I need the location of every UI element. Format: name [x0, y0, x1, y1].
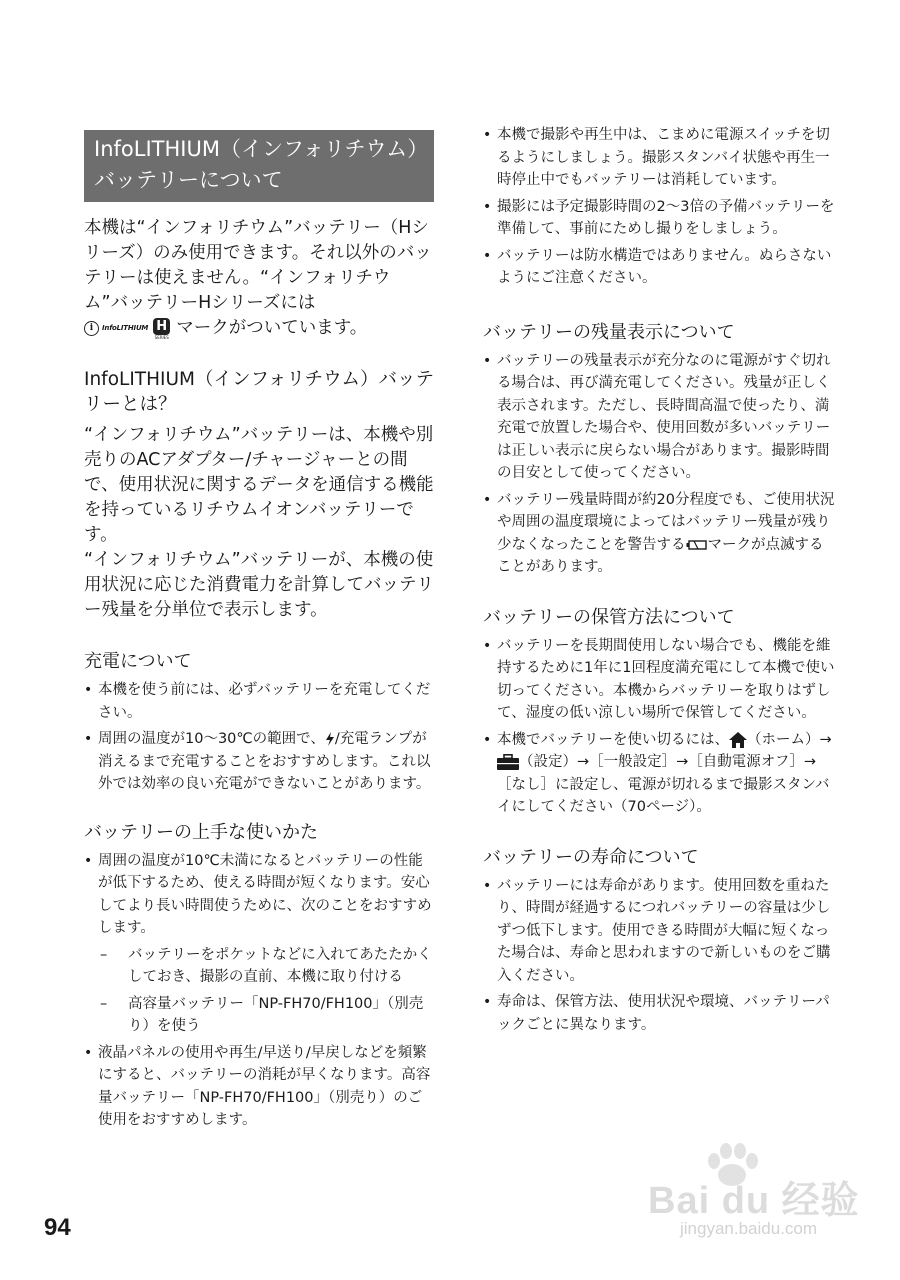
usage-heading: バッテリーの上手な使いかた [84, 821, 318, 843]
what-is-paragraph-1: “インフォリチウム”バッテリーは、本機や別売りのACアダプター/チャージャーとの間で、使用状況に関するデータを通信する機能を持っているリチウムイオンバッテリーです。 [84, 425, 434, 545]
list-item: • バッテリーを長期間使用しない場合でも、機能を維持するために1年に1回程度満充電にして本機で使い切ってください。本機からバッテリーを取りはずして、湿度の低い涼しい場所で保管してください。 [483, 635, 835, 725]
section-title: InfoLITHIUM（インフォリチウム）バッテリーについて [84, 130, 434, 202]
charging-list [84, 679, 434, 796]
watermark-main: Bai du 经验 [648, 1180, 860, 1222]
mark-suffix: マークがついています。 [176, 318, 368, 338]
what-is-paragraph-2: “インフォリチウム”バッテリーが、本機の使用状況に応じた消費電力を計算してバッテリー残量を分単位で表示します。 [84, 550, 434, 620]
storage-text-c: （設定）→［一般設定］→［自動電源オフ］→［なし］に設定し、電源が切れるまで撮影スタンバイにしてください（70ページ）。 [497, 754, 830, 815]
remaining-list [483, 350, 835, 579]
logo-text: InfoLITHIUM [102, 324, 149, 332]
infolithium-logo [84, 316, 170, 341]
logo-series-text: SERIES [154, 334, 169, 340]
watermark [640, 1145, 890, 1245]
storage-list [483, 635, 835, 819]
left-column [84, 130, 434, 1136]
lifespan-list [483, 875, 835, 1037]
sub-list-item: – 高容量バッテリー「NP-FH70/FH100」（別売り）を使う [98, 993, 434, 1038]
low-battery-icon [686, 539, 708, 551]
storage-text-b: （ホーム）→ [747, 731, 832, 748]
what-is-heading: InfoLITHIUM（インフォリチウム）バッテリーとは？ [84, 369, 434, 415]
home-icon [729, 732, 747, 748]
remaining-heading: バッテリーの残量表示について [483, 321, 735, 343]
remaining-text-pre: バッテリー残量時間が約20分程度でも、ご使用状況や周囲の温度環境によってはバッテリー残量が残り少なくなったことを警告する [497, 491, 835, 553]
toolbox-icon [497, 754, 519, 770]
list-item: • バッテリーには寿命があります。使用回数を重ねたり、時間が経過するにつれバッテリーの容量は少しずつ低下します。使用できる時間が大幅に短くなった場合は、寿命と思われますので新しいものをご購入ください。 [483, 875, 835, 988]
list-item: • 液晶パネルの使用や再生/早送り/早戻しなどを頻繁にすると、バッテリーの消耗が早くなります。高容量バッテリー「NP-FH70/FH100」（別売り）のご使用をおすすめします。 [84, 1042, 434, 1132]
list-item: • 本機で撮影や再生中は、こまめに電源スイッチを切るようにしましょう。撮影スタンバイ状態や再生一時停止中でもバッテリーは消耗しています。 [483, 124, 835, 192]
usage-list [84, 850, 434, 1132]
charge-text-pre: 周囲の温度が10～30℃の範囲で、 [98, 731, 325, 747]
usage-tips-list [483, 124, 835, 290]
infolithium-mark-line [84, 316, 434, 341]
list-item [84, 850, 434, 1038]
info-icon: i [84, 321, 99, 336]
usage-text: 周囲の温度が10℃未満になるとバッテリーの性能が低下するため、使える時間が短くなります。安心してより長い時間使うために、次のことをおすすめします。 [98, 852, 432, 936]
right-column [483, 124, 835, 1040]
list-item: • 寿命は、保管方法、使用状況や環境、バッテリーパックごとに異なります。 [483, 991, 835, 1036]
lifespan-heading: バッテリーの寿命について [483, 846, 699, 868]
h-series-icon: H [153, 318, 170, 335]
storage-text-a: 本機でバッテリーを使い切るには、 [497, 731, 729, 748]
charging-heading: 充電について [84, 651, 192, 672]
list-item [483, 489, 835, 579]
page-number: 94 [44, 1214, 71, 1241]
list-item: • バッテリーは防水構造ではありません。ぬらさないようにご注意ください。 [483, 245, 835, 290]
list-item: • バッテリーの残量表示が充分なのに電源がすぐ切れる場合は、再び満充電してください。残量が正しく表示されます。ただし、長時間高温で使ったり、満充電で放置した場合や、使用回数が多いバッテリーは正しい表示に戻らない場合があります。撮影時間の目安として使ってください。 [483, 350, 835, 485]
usage-sublist [98, 944, 434, 1038]
remaining-text-post: マークが点滅することがあります。 [497, 536, 824, 575]
watermark-url: jingyan.baidu.com [680, 1219, 818, 1238]
list-item: • 撮影には予定撮影時間の2～3倍の予備バッテリーを準備して、事前にためし撮りをしましょう。 [483, 196, 835, 241]
storage-heading: バッテリーの保管方法について [483, 606, 735, 628]
list-item [84, 728, 434, 796]
list-item: • 本機を使う前には、必ずバッテリーを充電してください。 [84, 679, 434, 724]
intro-paragraph: 本機は“インフォリチウム”バッテリー（Hシリーズ）のみ使用できます。それ以外のバッテリーは使えません。“インフォリチウム”バッテリーHシリーズには [84, 218, 432, 313]
sub-list-item: – バッテリーをポケットなどに入れてあたたかくしておき、撮影の直前、本機に取り付ける [98, 944, 434, 989]
list-item [483, 729, 835, 819]
lightning-icon [325, 732, 335, 746]
charge-text-post: /充電ランプが消えるまで充電することをおすすめします。これ以外では効率の良い充電ができないことがあります。 [98, 731, 431, 792]
